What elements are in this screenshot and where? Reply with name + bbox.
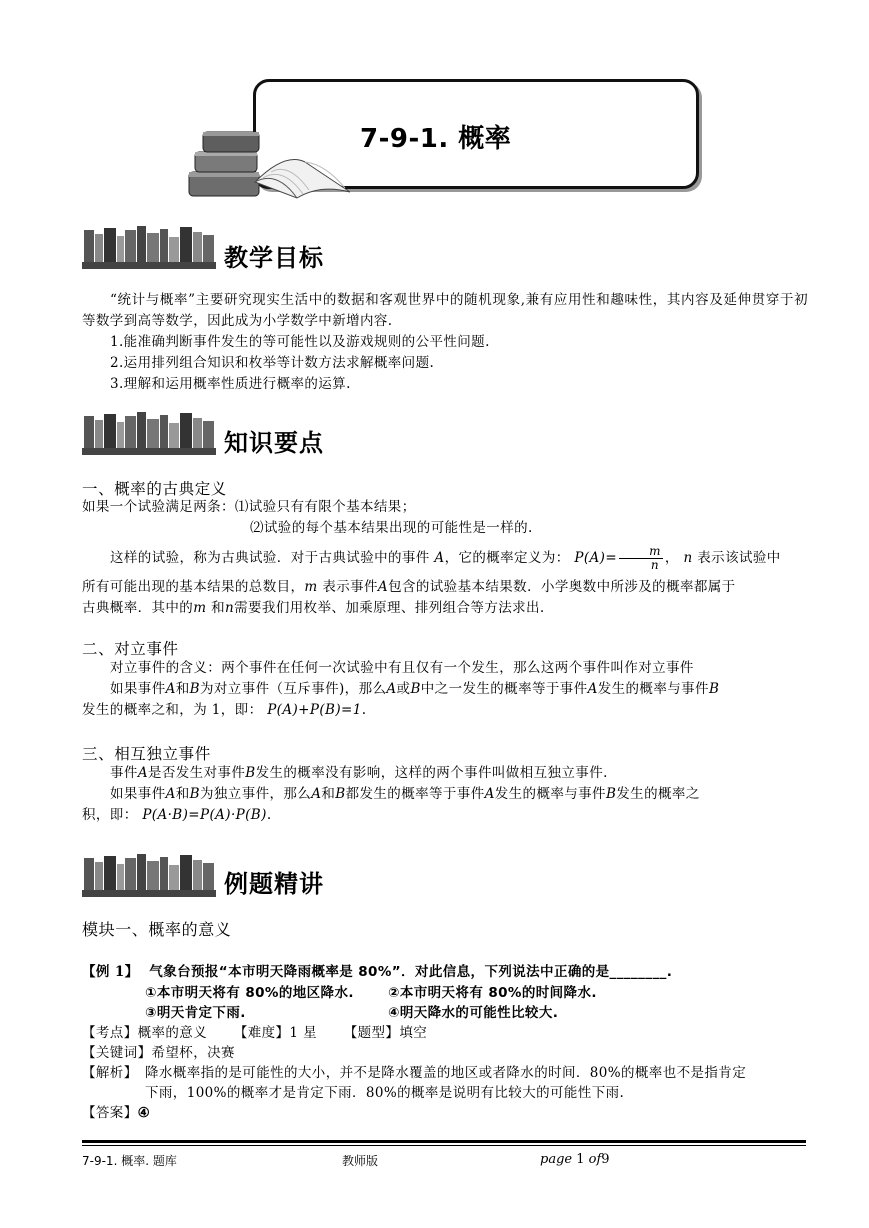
module-heading: 模块一、概率的意义 bbox=[82, 920, 232, 939]
option-1: ①本市明天将有 80%的地区降水. bbox=[145, 985, 354, 1001]
independent-definition: 事件A是否发生对事件B发生的概率没有影响，这样的两个事件叫做相互独立事件. bbox=[110, 765, 608, 781]
keywords: 希望杯，决赛 bbox=[151, 1045, 235, 1061]
section-banner-icon bbox=[82, 852, 216, 898]
definition-line-3: 古典概率．其中的m 和n需要我们用枚举、加乘原理、排列组合等方法求出. bbox=[82, 600, 545, 616]
goals-item-3: 3.理解和运用概率性质进行概率的运算. bbox=[110, 376, 351, 392]
definition-line-1: 这样的试验，称为古典试验．对于古典试验中的事件 A，它的概率定义为： P(A)= $\frac{m}{n}$ ， n 表示该试验中 bbox=[110, 544, 781, 572]
independent-line-3: 积，即： P(A·B)=P(A)·P(B). bbox=[82, 807, 272, 823]
definition-line-2: 所有可能出现的基本结果的总数目，m 表示事件A包含的试验基本结果数．小学奥数中所涉及的概率都属于 bbox=[82, 579, 736, 595]
fraction-m-over-n: $\frac{m}{n}$ bbox=[619, 545, 663, 572]
goals-item-2: 2.运用排列组合知识和枚举等计数方法求解概率问题. bbox=[110, 355, 435, 371]
footer-left: 7-9-1. 概率. 题库 bbox=[82, 1154, 177, 1168]
opposite-definition: 对立事件的含义：两个事件在任何一次试验中有且仅有一个发生，那么这两个事件叫作对立事件 bbox=[110, 660, 694, 676]
footer-page-number: page 1 of9 bbox=[540, 1152, 610, 1167]
section-title-examples: 例题精讲 bbox=[224, 870, 324, 898]
books-illustration bbox=[185, 122, 355, 206]
opposite-line-2: 如果事件A和B为对立事件（互斥事件)，那么A或B中之一发生的概率等于事件A发生的概率与事件B bbox=[110, 681, 720, 697]
analysis-line-1: 降水概率指的是可能性的大小，并不是降水覆盖的地区或者降水的时间．80%的概率也不是指肯定 bbox=[145, 1065, 747, 1081]
condition-2: ⑵试验的每个基本结果出现的可能性是一样的. bbox=[250, 520, 533, 536]
section-title-goals: 教学目标 bbox=[224, 244, 324, 272]
option-3: ③明天肯定下雨. bbox=[145, 1005, 246, 1021]
question-type: 填空 bbox=[399, 1025, 428, 1041]
condition-1: 如果一个试验满足两条：⑴试验只有有限个基本结果； bbox=[82, 499, 416, 515]
difficulty: 1 星 bbox=[289, 1025, 318, 1041]
knowledge-point-row: 【考点】概率的意义 【难度】1 星 【题型】填空 bbox=[82, 1025, 428, 1041]
option-4: ④明天降水的可能性比较大. bbox=[388, 1005, 559, 1021]
heading-classical-definition: 一、概率的古典定义 bbox=[82, 480, 227, 498]
independent-formula: P(A·B)=P(A)·P(B) bbox=[142, 807, 267, 823]
independent-line-2: 如果事件A和B为独立事件，那么A和B都发生的概率等于事件A发生的概率与事件B发生的概率之 bbox=[110, 786, 700, 802]
footer-rule bbox=[82, 1145, 806, 1146]
footer-rule bbox=[82, 1140, 806, 1143]
analysis-line-2: 下雨，100%的概率才是肯定下雨．80%的概率是说明有比较大的可能性下雨. bbox=[145, 1085, 625, 1101]
heading-independent-events: 三、相互独立事件 bbox=[82, 745, 211, 763]
footer-center: 教师版 bbox=[342, 1154, 379, 1168]
opposite-formula: P(A)+P(B)=1 bbox=[267, 702, 362, 718]
section-banner-icon bbox=[82, 224, 216, 270]
example-question: 【例 1】 气象台预报“本市明天降雨概率是 80%”．对此信息，下列说法中正确的是________. bbox=[82, 964, 673, 980]
answer-row: 【答案】④ bbox=[82, 1105, 151, 1121]
example-label: 【例 1】 bbox=[82, 964, 139, 980]
heading-opposite-events: 二、对立事件 bbox=[82, 640, 179, 658]
probability-formula: P(A)= bbox=[574, 550, 618, 566]
knowledge-point: 概率的意义 bbox=[137, 1025, 208, 1041]
analysis-label: 【解析】 bbox=[82, 1065, 138, 1081]
opposite-line-3: 发生的概率之和，为 1，即： P(A)+P(B)=1. bbox=[82, 702, 367, 718]
keywords-row: 【关键词】希望杯，决赛 bbox=[82, 1045, 235, 1061]
section-banner-icon bbox=[82, 410, 216, 456]
goals-intro: “统计与概率”主要研究现实生活中的数据和客观世界中的随机现象,兼有应用性和趣味性，其内容及延伸贯穿于初等数学到高等数学，因此成为小学数学中新增内容. bbox=[82, 292, 808, 329]
section-title-knowledge: 知识要点 bbox=[224, 429, 324, 457]
option-2: ②本市明天将有 80%的时间降水. bbox=[388, 985, 597, 1001]
answer: ④ bbox=[137, 1105, 151, 1121]
page-title: 7-9-1. 概率 bbox=[360, 124, 512, 154]
goals-item-1: 1.能准确判断事件发生的等可能性以及游戏规则的公平性问题. bbox=[110, 334, 490, 350]
